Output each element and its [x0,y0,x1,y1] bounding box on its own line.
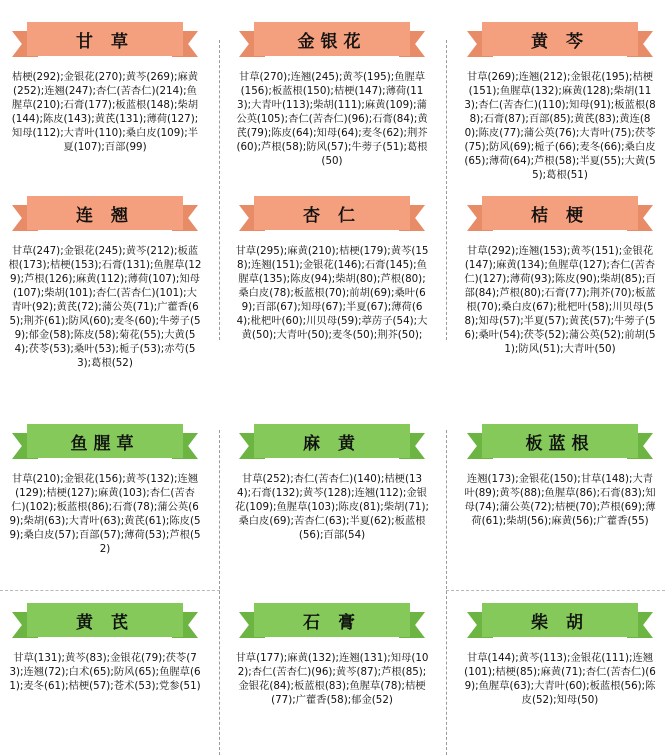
herb-title: 鱼腥草 [27,424,183,458]
herb-title: 杏 仁 [254,196,410,230]
herb-pairs-text: 甘草(131);黄芩(83);金银花(79);茯苓(73);连翘(72);白术(65);防风(65);鱼腥草(61);麦冬(61);桔梗(57);苍术(53);党参(51) [9,652,201,692]
herb-card-shigao [232,603,432,707]
herb-title-ribbon [242,196,422,236]
herb-title-ribbon [470,603,650,643]
divider-horizontal [446,590,665,591]
herb-title-ribbon [470,196,650,236]
herb-pairs-text: 甘草(292);连翘(153);黄芩(151);金银花(147);麻黄(134);鱼腥草(127);杏仁(苦杏仁)(127);薄荷(93);陈皮(90);柴胡(85);百部(84);芦根(80);石膏(77);荆芥(70);板蓝根(70);桑白皮(67);枇杷叶(58);川贝母(58);知母(57);半夏(57);黄芪(57);牛蒡子(56);桑叶(54);茯苓(52);蒲公英(52);前胡(51);防风(51);大青叶(50) [464,245,656,355]
herb-pairs-text: 桔梗(292);金银花(270);黄芩(269);麻黄(252);连翘(247);杏仁(苦杏仁)(214);鱼腥草(210);石膏(177);板蓝根(148);柴胡(144);陈皮(143);黄芪(131);薄荷(127);知母(112);大青叶(110);桑白皮(109);半夏(107);百部(99) [11,71,199,153]
herb-pairs-text: 甘草(210);金银花(156);黄芩(132);连翘(129);桔梗(127);麻黄(103);杏仁(苦杏仁)(102);板蓝根(86);石膏(78);蒲公英(69);柴胡(63);大青叶(63);黄芪(61);陈皮(59);桑白皮(57);百部(57);薄荷(53);芦根(52) [9,473,201,555]
herb-title-ribbon [15,603,195,643]
herb-title: 板蓝根 [482,424,638,458]
herb-card-huangqi [5,603,205,693]
divider-horizontal [0,590,220,591]
herb-card-chaihu [460,603,660,707]
herb-title: 黄 芪 [27,603,183,637]
divider-vertical-right [446,430,447,755]
herb-title: 金银花 [254,22,410,56]
herb-title-ribbon [242,22,422,62]
herb-title-ribbon [242,603,422,643]
herb-title: 柴 胡 [482,603,638,637]
herb-title-ribbon [15,424,195,464]
herb-card-huangqin [460,22,660,182]
herb-card-yuxingcao [5,424,205,556]
herb-title: 连 翘 [27,196,183,230]
herb-title: 甘 草 [27,22,183,56]
herb-card-lianqiao [5,196,205,370]
divider-vertical-left [219,40,220,340]
herb-card-banlangen [460,424,660,528]
herb-title-ribbon [470,22,650,62]
herb-title: 黄 芩 [482,22,638,56]
herb-pairs-text: 甘草(269);连翘(212);金银花(195);桔梗(151);鱼腥草(132);麻黄(128);柴胡(113);杏仁(苦杏仁)(110);知母(91);板蓝根(88);石膏(87);百部(85);黄芪(83);黄连(80);陈皮(77);蒲公英(76);大青叶(75);茯苓(75);防风(69);栀子(66);麦冬(66);桑白皮(65);薄荷(64);芦根(58);半夏(55);大黄(55);葛根(51) [464,71,656,181]
herb-pairs-text: 甘草(247);金银花(245);黄芩(212);板蓝根(173);桔梗(153);石膏(131);鱼腥草(129);芦根(126);麻黄(112);薄荷(107);知母(107);柴胡(101);杏仁(苦杏仁)(101);大青叶(92);黄芪(72);蒲公英(71);广藿香(65);荆芥(61);防风(60);麦冬(60);牛蒡子(59);郁金(58);陈皮(58);菊花(55);大黄(54);茯苓(53);桑叶(53);栀子(53);赤芍(53);葛根(52) [8,245,202,369]
herb-title-ribbon [242,424,422,464]
herb-title: 麻 黄 [254,424,410,458]
herb-title: 桔 梗 [482,196,638,230]
herb-pairs-text: 甘草(295);麻黄(210);桔梗(179);黄芩(158);连翘(151);金银花(146);石膏(145);鱼腥草(135);陈皮(94);柴胡(80);芦根(80);桑白皮(78);板蓝根(70);前胡(69);桑叶(69);百部(67);知母(67);半夏(67);薄荷(64);枇杷叶(60);川贝母(59);葶苈子(54);大黄(50);大青叶(50);麦冬(50);荆芥(50); [235,245,429,341]
divider-vertical-left [219,430,220,755]
herb-pairs-text: 甘草(144);黄芩(113);金银花(111);连翘(101);桔梗(85);麻黄(71);杏仁(苦杏仁)(69);鱼腥草(63);大青叶(60);板蓝根(56);陈皮(52);知母(50) [464,652,656,706]
herb-title-ribbon [15,196,195,236]
herb-card-mahuang [232,424,432,542]
herb-title: 石 膏 [254,603,410,637]
divider-vertical-right [446,40,447,340]
herb-card-jiegeng [460,196,660,356]
herb-title-ribbon [15,22,195,62]
herb-pairs-text: 甘草(270);连翘(245);黄芩(195);鱼腥草(156);板蓝根(150);桔梗(147);薄荷(113);大青叶(113);柴胡(111);麻黄(109);蒲公英(105);杏仁(苦杏仁)(96);石膏(84);黄芪(79);陈皮(64);知母(64);麦冬(62);荆芥(60);芦根(58);防风(57);牛蒡子(51);葛根(50) [236,71,428,167]
herb-pairs-text: 甘草(177);麻黄(132);连翘(131);知母(102);杏仁(苦杏仁)(96);黄芩(87);芦根(85);金银花(84);板蓝根(83);鱼腥草(78);桔梗(77);广藿香(58);郁金(52) [235,652,429,706]
herb-card-xingren [232,196,432,342]
herb-title-ribbon [470,424,650,464]
herb-pairs-text: 甘草(252);杏仁(苦杏仁)(140);桔梗(134);石膏(132);黄芩(128);连翘(112);金银花(109);鱼腥草(103);陈皮(81);柴胡(71);桑白皮(69);苦杏仁(63);半夏(62);板蓝根(56);百部(54) [235,473,429,541]
herb-card-gancao [5,22,205,154]
herb-pairs-text: 连翘(173);金银花(150);甘草(148);大青叶(89);黄芩(88);鱼腥草(86);石膏(83);知母(74);蒲公英(72);桔梗(70);芦根(69);薄荷(61);柴胡(56);麻黄(56);广藿香(55) [464,473,656,527]
herb-card-jinyinhua [232,22,432,168]
